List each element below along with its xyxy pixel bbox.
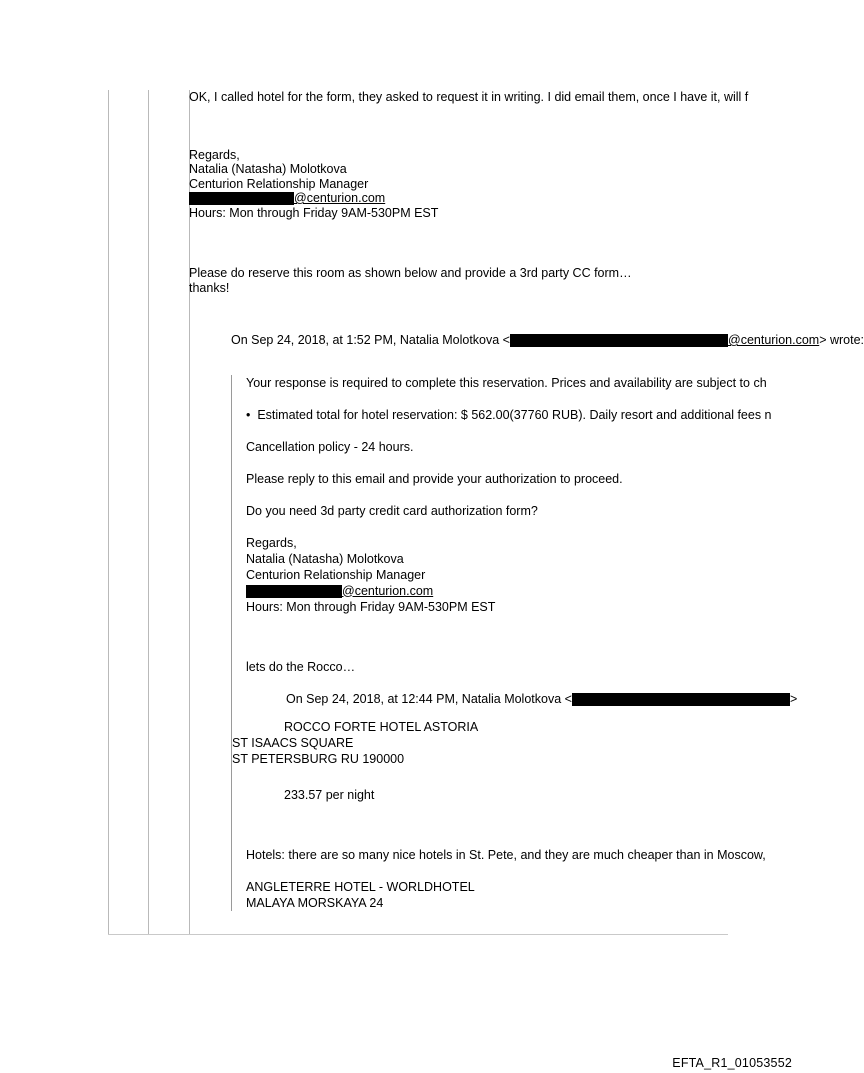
hotels-intro: Hotels: there are so many nice hotels in St. Pete, and they are much cheaper than in Moscow, bbox=[246, 847, 766, 862]
hotel-2-address-1: MALAYA MORSKAYA 24 bbox=[246, 895, 384, 910]
signature-hours: Hours: Mon through Friday 9AM-530PM EST bbox=[189, 205, 439, 220]
spacer bbox=[246, 803, 829, 833]
spacer bbox=[189, 220, 829, 250]
signature-closing: Regards, bbox=[189, 147, 240, 162]
quoted-bullet-1-text: Estimated total for hotel reservation: $ 562.00(37760 RUB). Daily resort and additional fees n bbox=[257, 407, 772, 422]
redaction-bar bbox=[246, 585, 342, 598]
reply-line-1: Please do reserve this room as shown below and provide a 3rd party CC form… bbox=[189, 266, 632, 280]
margin-rule-middle bbox=[148, 90, 149, 935]
hotel-1-rate: 233.57 per night bbox=[284, 787, 375, 802]
quoted-signature-hours: Hours: Mon through Friday 9AM-530PM EST bbox=[246, 599, 496, 614]
quote-header-2-prefix: On Sep 24, 2018, at 12:44 PM, Natalia Molotkova < bbox=[286, 691, 572, 706]
hotel-1-name: ROCCO FORTE HOTEL ASTORIA bbox=[284, 719, 479, 734]
signature-email-domain[interactable]: @centurion.com bbox=[294, 191, 386, 205]
bates-stamp: EFTA_R1_01053552 bbox=[672, 1056, 792, 1070]
quote-header-1 bbox=[231, 333, 864, 349]
quoted-signature-email-line bbox=[246, 583, 829, 599]
email-body bbox=[189, 90, 864, 911]
quoted-paragraph-2: Cancellation policy - 24 hours. bbox=[246, 439, 414, 454]
redaction-bar bbox=[572, 693, 790, 706]
quoted-signature-title: Centurion Relationship Manager bbox=[246, 567, 426, 582]
signature-title: Centurion Relationship Manager bbox=[189, 176, 369, 191]
spacer bbox=[189, 250, 829, 266]
quote-header-2 bbox=[286, 691, 829, 707]
page-bottom-rule bbox=[108, 934, 728, 935]
spacer bbox=[189, 295, 829, 325]
quote-header-1-email-domain[interactable]: @centurion.com bbox=[728, 333, 820, 347]
hotel-2-name: ANGLETERRE HOTEL - WORLDHOTEL bbox=[246, 879, 475, 894]
quoted-paragraph-4: Do you need 3d party credit card authorization form? bbox=[246, 503, 538, 518]
quote-header-1-prefix: On Sep 24, 2018, at 1:52 PM, Natalia Molotkova < bbox=[231, 333, 510, 347]
hotel-1-address-1: ST ISAACS SQUARE bbox=[232, 735, 354, 750]
quoted-paragraph-3: Please reply to this email and provide your authorization to proceed. bbox=[246, 471, 623, 486]
quote-header-2-suffix: > bbox=[789, 691, 798, 706]
reply-line-2: thanks! bbox=[189, 280, 230, 295]
quote-header-1-suffix: > wrote: bbox=[819, 333, 864, 347]
quoted-message bbox=[231, 375, 829, 911]
signature-name: Natalia (Natasha) Molotkova bbox=[189, 162, 347, 176]
quoted-signature-email-domain[interactable]: @centurion.com bbox=[342, 583, 434, 598]
margin-rule-outer bbox=[108, 90, 109, 935]
hotel-1-address-2: ST PETERSBURG RU 190000 bbox=[232, 751, 405, 766]
top-message-body: OK, I called hotel for the form, they asked to request it in writing. I did email them, once I have it, will f bbox=[189, 90, 749, 104]
quoted-signature-closing: Regards, bbox=[246, 535, 297, 550]
spacer bbox=[189, 106, 829, 148]
lets-do-rocco-line: lets do the Rocco… bbox=[246, 659, 356, 674]
quoted-signature-name: Natalia (Natasha) Molotkova bbox=[246, 551, 404, 566]
redaction-bar bbox=[510, 334, 728, 347]
quoted-paragraph-1: Your response is required to complete this reservation. Prices and availability are subject to ch bbox=[246, 375, 767, 390]
signature-email-line bbox=[189, 191, 829, 206]
quoted-bullet-1: • Estimated total for hotel reservation: $ 562.00(37760 RUB). Daily resort and additional fees n bbox=[246, 407, 772, 422]
redaction-bar bbox=[189, 192, 294, 205]
spacer bbox=[246, 615, 829, 645]
